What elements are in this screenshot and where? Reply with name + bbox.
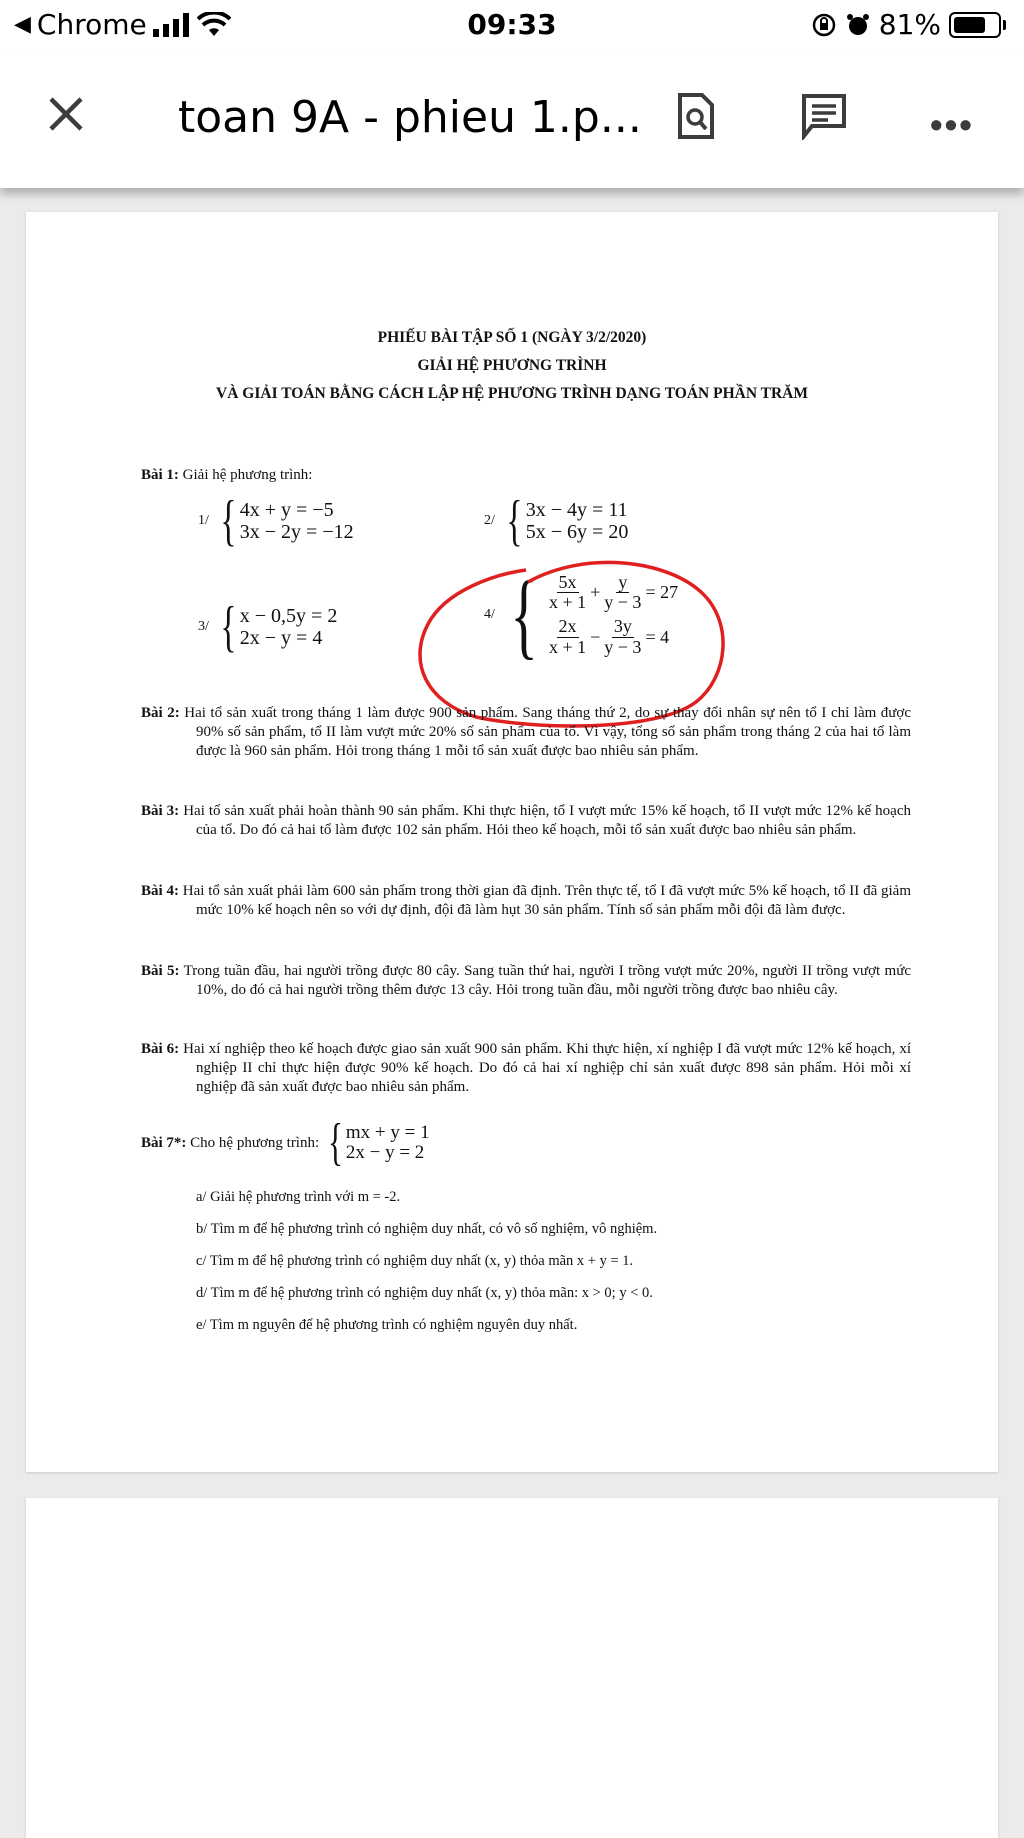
bai1-label: Bài 1:	[141, 467, 179, 483]
viewer-toolbar	[0, 52, 1024, 188]
bai7-item-c: c/ Tìm m để hệ phương trình có nghiệm duy nhất (x, y) thỏa mãn x + y = 1.	[196, 1253, 634, 1269]
system-number: 2/	[484, 513, 495, 529]
bai7-item-d: d/ Tìm m để hệ phương trình có nghiệm duy nhất (x, y) thỏa mãn: x > 0; y < 0.	[196, 1285, 653, 1301]
battery-percent: 81%	[878, 8, 941, 41]
bai7-item-b: b/ Tìm m để hệ phương trình có nghiệm duy nhất, có vô số nghiệm, vô nghiệm.	[196, 1221, 658, 1237]
denominator: x + 1	[548, 592, 587, 613]
bai3-text: Hai tổ sản xuất phải hoàn thành 90 sản phẩm. Khi thực hiện, tổ I vượt mức 15% kế hoạch, tổ II vượt mức 12% kế hoạch của tổ. Do đó cả hai tổ làm được 102 sản phẩm. Hỏi theo kế hoạch, mỗi tổ sản xuất được bao nhiêu sản phẩm.	[183, 803, 911, 839]
document-page-1[interactable]	[26, 212, 998, 1472]
system-1	[198, 490, 354, 552]
equation: 3x − 4y = 11	[525, 499, 628, 522]
page-title: PHIẾU BÀI TẬP SỐ 1 (NGÀY 3/2/2020)	[377, 329, 647, 346]
operator: −	[590, 626, 601, 647]
system-number: 3/	[198, 619, 209, 635]
document-page-2[interactable]	[26, 1498, 998, 1838]
equation: 3x − 2y = −12	[239, 521, 354, 544]
comments-button[interactable]	[800, 92, 848, 145]
bai7-item-a: a/ Giải hệ phương trình với m = -2.	[196, 1189, 401, 1205]
bai1-heading	[141, 466, 911, 485]
denominator: y − 3	[604, 636, 642, 657]
find-in-document-button[interactable]	[676, 92, 716, 145]
equation: mx + y = 1	[345, 1121, 430, 1143]
brace: {	[510, 561, 538, 668]
status-bar	[0, 0, 1024, 52]
equation: x − 0,5y = 2	[239, 605, 338, 628]
bai7-item-e: e/ Tìm m nguyên để hệ phương trình có nghiệm nguyên duy nhất.	[196, 1317, 578, 1333]
bai4-text: Hai tổ sản xuất phải làm 600 sản phẩm trong thời gian đã định. Trên thực tế, tổ I đã vượt mức 5% kế hoạch, tổ II đã giảm mức 10% kế hoạch nên so với dự định, đội đã làm hụt 30 sản phẩm. Tính số sản phẩm mỗi đội đã làm được.	[182, 883, 912, 919]
bai1-text: Giải hệ phương trình:	[182, 467, 313, 483]
bai7-label: Bài 7*:	[141, 1134, 187, 1151]
equation: 4x + y = −5	[239, 499, 334, 522]
denominator: x + 1	[548, 636, 587, 657]
bai4	[141, 882, 911, 920]
battery-tip	[1003, 20, 1006, 30]
back-arrow-icon: ◀	[14, 12, 31, 37]
system-2	[484, 490, 629, 552]
brace: {	[327, 1114, 343, 1171]
comment-icon	[800, 92, 848, 140]
more-options-button[interactable]	[930, 104, 974, 146]
bai5-label: Bài 5:	[141, 963, 180, 979]
page-subtitle-2: VÀ GIẢI TOÁN BẰNG CÁCH LẬP HỆ PHƯƠNG TRÌNH DẠNG TOÁN PHẦN TRĂM	[216, 385, 808, 402]
system-number: 4/	[484, 607, 495, 623]
bai7-text: Cho hệ phương trình:	[190, 1134, 320, 1151]
bai5-text: Trong tuần đầu, hai người trồng được 80 cây. Sang tuần thứ hai, người I trồng vượt mức 20%, người II trồng vượt mức 10%, do đó cả hai người trồng thêm được 13 cây. Hỏi trong tuần đầu, mỗi người trồng được bao nhiêu cây.	[183, 963, 911, 999]
brace: {	[506, 490, 523, 552]
numerator: 3y	[613, 616, 632, 637]
operator: +	[590, 581, 601, 602]
bai2-text: Hai tổ sản xuất trong tháng 1 làm được 900 sản phẩm. Sang tháng thứ 2, do sự thay đổi nhân sự nên tổ I chỉ làm được 90% số sản phẩm, tổ II làm vượt mức 20% số sản phẩm của tổ. Vì vậy, tổng số sản phẩm trong tháng 2 của hai tổ làm được là 960 sản phẩm. Hỏi trong tháng 1 mỗi tổ sản xuất được bao nhiêu sản phẩm.	[184, 705, 912, 760]
back-app-label: Chrome	[36, 8, 147, 41]
bai5	[141, 962, 911, 1000]
rhs: = 27	[645, 581, 679, 602]
page-subtitle: GIẢI HỆ PHƯƠNG TRÌNH	[417, 357, 607, 374]
denominator: y − 3	[604, 592, 642, 613]
battery-icon	[949, 12, 1001, 38]
bai2-label: Bài 2:	[141, 705, 180, 721]
bai6-label: Bài 6:	[141, 1041, 180, 1057]
bai3-label: Bài 3:	[141, 803, 180, 819]
brace: {	[220, 596, 237, 658]
bai7-heading	[141, 1114, 430, 1171]
numerator: 2x	[558, 616, 577, 637]
system-3	[198, 596, 338, 658]
battery-level	[954, 17, 985, 33]
bai2	[141, 704, 911, 762]
numerator: 5x	[558, 571, 577, 592]
close-button[interactable]	[46, 94, 86, 139]
equation: 5x − 6y = 20	[525, 521, 629, 544]
equation: 2x − y = 2	[345, 1142, 425, 1164]
system-number: 1/	[198, 513, 209, 529]
more-options-icon: •••	[930, 104, 974, 145]
document-title: toan 9A - phieu 1.p...	[178, 92, 642, 143]
clock: 09:33	[467, 8, 557, 41]
bai6-text: Hai xí nghiệp theo kế hoạch được giao sản xuất 900 sản phẩm. Khi thực hiện, xí nghiệp I đã vượt mức 12% kế hoạch, xí nghiệp II chỉ thực hiện được 90% kế hoạch. Do đó cả hai xí nghiệp chỉ sản xuất được 898 sản phẩm. Hỏi mỗi xí nghiệp đã sản xuất được bao nhiêu sản phẩm.	[183, 1041, 912, 1096]
orientation-lock-icon	[811, 12, 837, 38]
equation: 2x − y = 4	[239, 627, 323, 650]
close-icon	[46, 94, 86, 134]
rhs: = 4	[645, 626, 670, 647]
bai4-label: Bài 4:	[141, 883, 179, 899]
bai3	[141, 802, 911, 840]
alarm-icon	[845, 12, 871, 38]
bai6	[141, 1040, 911, 1098]
find-in-page-icon	[676, 92, 716, 140]
brace: {	[220, 490, 237, 552]
numerator: y	[618, 571, 628, 592]
